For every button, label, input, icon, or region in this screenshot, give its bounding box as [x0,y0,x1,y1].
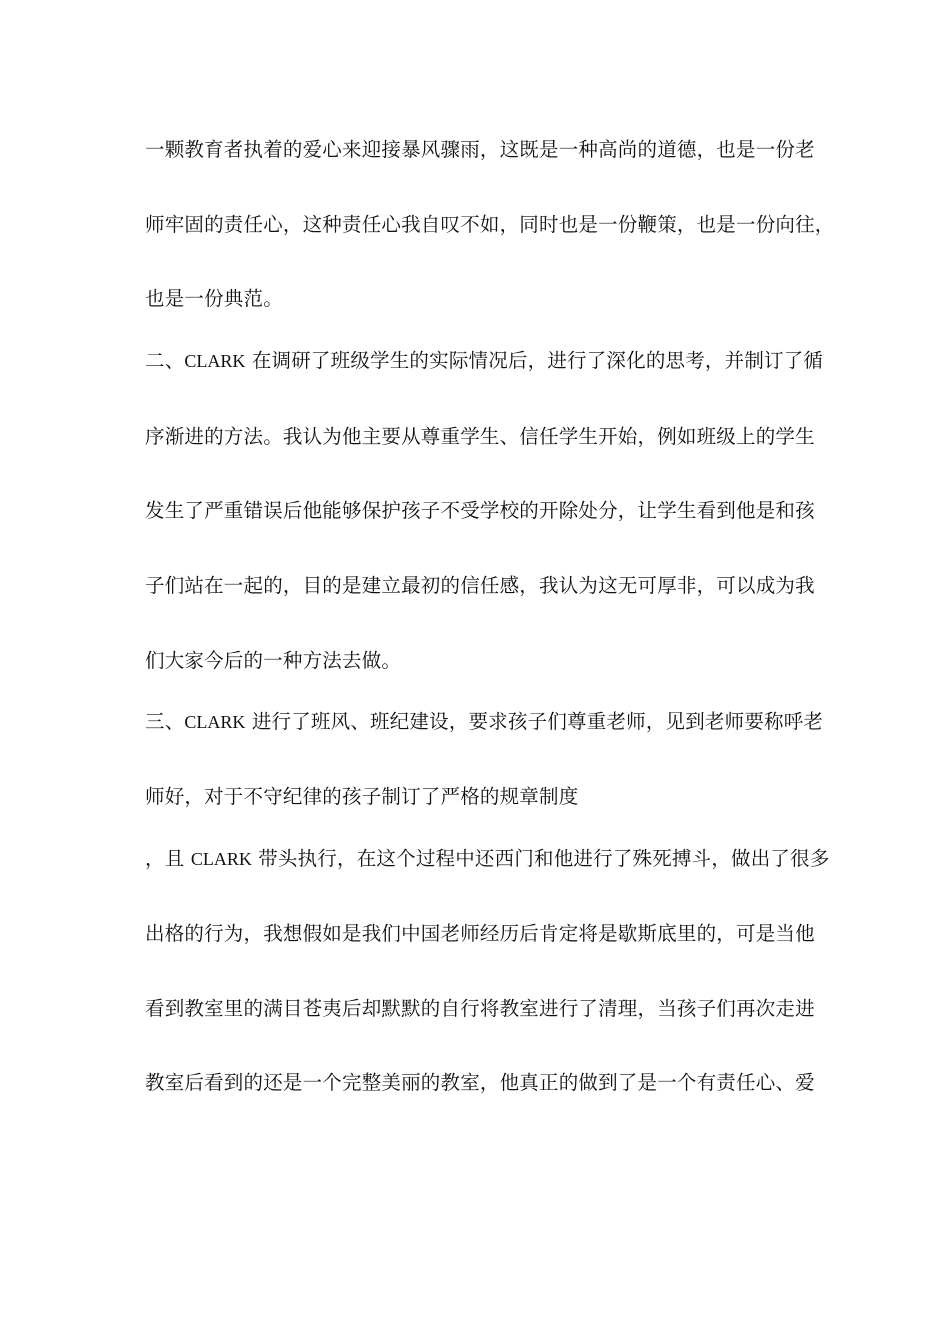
text-line-8: 们大家今后的一种方法去做。 [145,649,402,672]
text-line-1: 一颗教育者执着的爱心来迎接暴风骤雨，这既是一种高尚的道德，也是一份老 [145,138,815,161]
text-line-2: 师牢固的责任心，这种责任心我自叹不如，同时也是一份鞭策，也是一份向往， [145,213,835,236]
text-line-10: 师好，对于不守纪律的孩子制订了严格的规章制度 [145,785,579,808]
text-line-7: 子们站在一起的，目的是建立最初的信任感，我认为这无可厚非，可以成为我 [145,574,815,597]
text-line-4: 二、CLARK 在调研了班级学生的实际情况后，进行了深化的思考，并制订了循 [145,349,824,372]
text-line-12: 出格的行为，我想假如是我们中国老师经历后肯定将是歇斯底里的，可是当他 [145,922,815,945]
text-line-3: 也是一份典范。 [145,287,283,310]
text-line-14: 教室后看到的还是一个完整美丽的教室，他真正的做到了是一个有责任心、爱 [145,1071,815,1094]
text-line-6: 发生了严重错误后他能够保护孩子不受学校的开除处分，让学生看到他是和孩 [145,499,815,522]
text-line-5: 序渐进的方法。我认为他主要从尊重学生、信任学生开始，例如班级上的学生 [145,425,815,448]
text-line-9: 三、CLARK 进行了班风、班纪建设，要求孩子们尊重老师，见到老师要称呼老 [145,710,824,733]
text-line-11: ，且 CLARK 带头执行，在这个过程中还西门和他进行了殊死搏斗，做出了很多 [145,847,830,870]
text-line-13: 看到教室里的满目苍夷后却默默的自行将教室进行了清理，当孩子们再次走进 [145,997,815,1020]
